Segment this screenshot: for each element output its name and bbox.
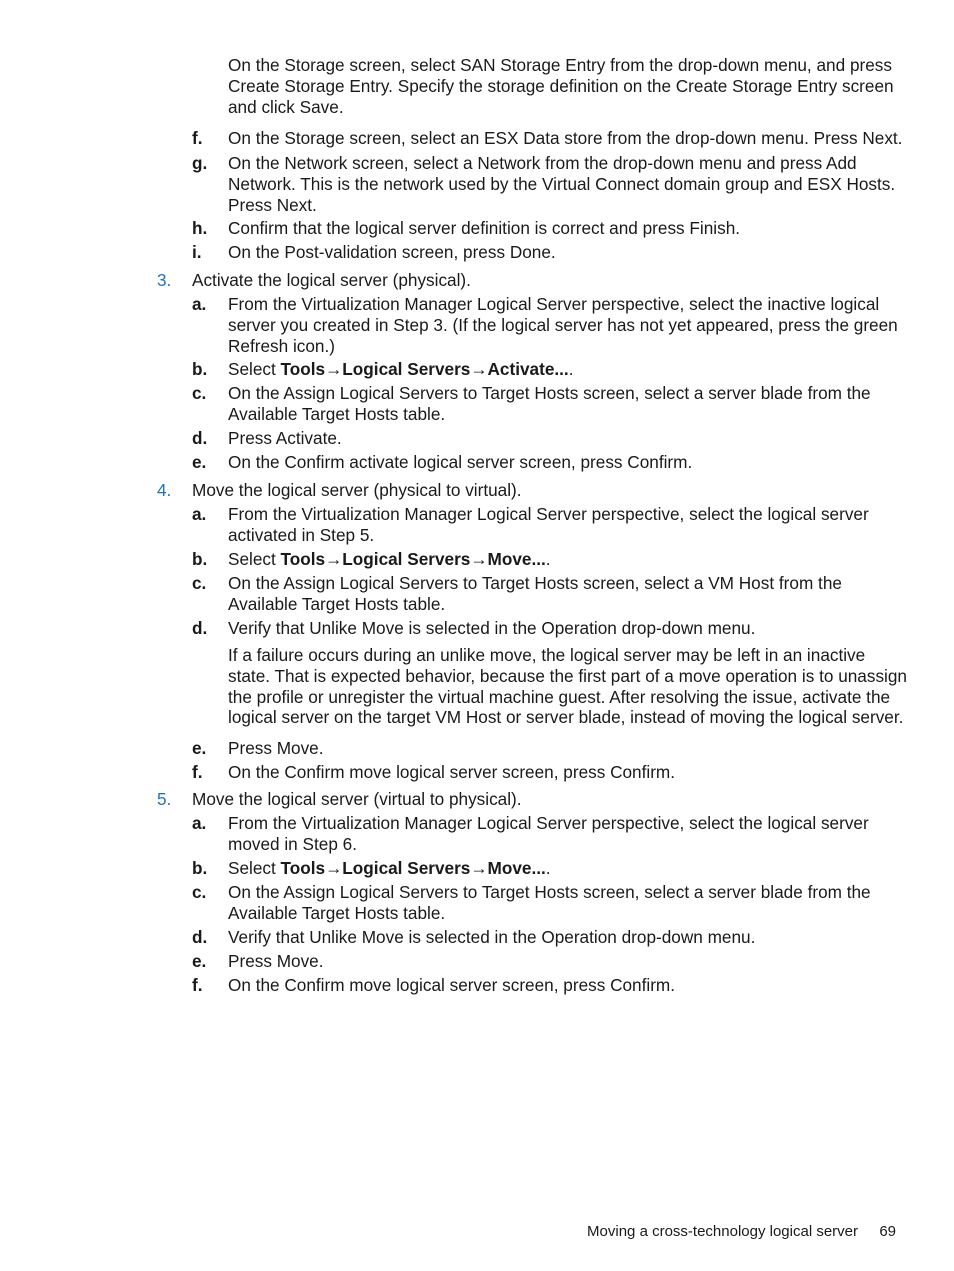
arrow-right-icon: →: [325, 549, 343, 569]
menu-path-prefix: Select: [228, 549, 281, 569]
menu-path-prefix: Select: [228, 359, 281, 379]
intro-paragraph: On the Storage screen, select SAN Storage Entry from the drop-down menu, and press Create Storage Entry. Specify the storage definition on the Create Storage Entry screen and click Save.: [228, 55, 894, 117]
substep-marker: e.: [192, 951, 207, 971]
substep-marker: b.: [192, 549, 208, 569]
substep-marker: d.: [192, 428, 208, 448]
substep-text: On the Post-validation screen, press Done.: [228, 242, 556, 262]
substep-marker: i.: [192, 242, 202, 262]
menu-path-suffix: .: [545, 549, 551, 569]
substep-text: From the Virtualization Manager Logical Server perspective, select the logical server moved in Step 6.: [228, 813, 869, 854]
menu-path: [228, 858, 908, 879]
substep-text: On the Assign Logical Servers to Target Hosts screen, select a server blade from the Available Target Hosts table.: [228, 882, 871, 923]
arrow-right-icon: →: [325, 858, 343, 878]
note-paragraph: If a failure occurs during an unlike move, the logical server may be left in an inactive state. That is expected behavior, because the first part of a move operation is to unassign the profile or unregister the virtual machine guest. After resolving the issue, activate the logical server on the target VM Host or server blade, instead of moving the logical server.: [228, 645, 907, 728]
substep-marker: f.: [192, 128, 203, 148]
arrow-right-icon: →: [470, 858, 488, 878]
substep-marker: d.: [192, 618, 208, 638]
arrow-right-icon: →: [325, 359, 343, 379]
substep-text: From the Virtualization Manager Logical Server perspective, select the logical server activated in Step 5.: [228, 504, 869, 545]
substep-marker: h.: [192, 218, 208, 238]
menu-tools: Tools: [280, 858, 326, 878]
step-title: Move the logical server (physical to virtual).: [192, 480, 522, 500]
menu-logical-servers: Logical Servers: [342, 359, 471, 379]
substep-marker: d.: [192, 927, 208, 947]
step-title: Activate the logical server (physical).: [192, 270, 471, 290]
substep-marker: c.: [192, 383, 207, 403]
substep-text: Press Activate.: [228, 428, 342, 448]
substep-text: Press Move.: [228, 738, 324, 758]
substep-marker: b.: [192, 359, 208, 379]
substep-text: On the Assign Logical Servers to Target Hosts screen, select a server blade from the Available Target Hosts table.: [228, 383, 871, 424]
menu-path: [228, 549, 908, 570]
substep-marker: a.: [192, 504, 207, 524]
menu-move: Move...: [487, 549, 546, 569]
substep-marker: a.: [192, 294, 207, 314]
menu-path-prefix: Select: [228, 858, 281, 878]
substep-text: Confirm that the logical server definition is correct and press Finish.: [228, 218, 741, 238]
menu-tools: Tools: [280, 359, 326, 379]
menu-path-suffix: .: [568, 359, 574, 379]
step-number: 4.: [157, 480, 172, 500]
menu-logical-servers: Logical Servers: [342, 858, 471, 878]
substep-text: On the Assign Logical Servers to Target Hosts screen, select a VM Host from the Available Target Hosts table.: [228, 573, 842, 614]
arrow-right-icon: →: [470, 549, 488, 569]
substep-text: On the Storage screen, select an ESX Data store from the drop-down menu. Press Next.: [228, 128, 903, 148]
substep-marker: c.: [192, 573, 207, 593]
substep-text: From the Virtualization Manager Logical Server perspective, select the inactive logical server you created in Step 3. (If the logical server has not yet appeared, press the green Refresh icon.): [228, 294, 898, 356]
page-number: 69: [879, 1223, 896, 1240]
arrow-right-icon: →: [470, 359, 488, 379]
substep-marker: f.: [192, 975, 203, 995]
substep-marker: g.: [192, 153, 208, 173]
substep-text: On the Network screen, select a Network from the drop-down menu and press Add Network. This is the network used by the Virtual Connect domain group and ESX Hosts. Press Next.: [228, 153, 896, 215]
substep-marker: f.: [192, 762, 203, 782]
menu-move: Move...: [487, 858, 546, 878]
menu-logical-servers: Logical Servers: [342, 549, 471, 569]
substep-text: Verify that Unlike Move is selected in the Operation drop-down menu.: [228, 927, 756, 947]
substep-text: On the Confirm move logical server screen, press Confirm.: [228, 762, 676, 782]
substep-marker: e.: [192, 738, 207, 758]
step-number: 3.: [157, 270, 172, 290]
substep-text: On the Confirm move logical server screen, press Confirm.: [228, 975, 676, 995]
step-number: 5.: [157, 789, 172, 809]
menu-activate: Activate...: [487, 359, 569, 379]
substep-marker: c.: [192, 882, 207, 902]
menu-path: [228, 359, 908, 380]
footer-section-title: Moving a cross-technology logical server: [587, 1223, 858, 1240]
menu-path-suffix: .: [545, 858, 551, 878]
substep-marker: b.: [192, 858, 208, 878]
step-title: Move the logical server (virtual to physical).: [192, 789, 522, 809]
substep-text: On the Confirm activate logical server screen, press Confirm.: [228, 452, 693, 472]
menu-tools: Tools: [280, 549, 326, 569]
substep-text: Press Move.: [228, 951, 324, 971]
substep-text: Verify that Unlike Move is selected in the Operation drop-down menu.: [228, 618, 756, 638]
substep-marker: a.: [192, 813, 207, 833]
substep-marker: e.: [192, 452, 207, 472]
